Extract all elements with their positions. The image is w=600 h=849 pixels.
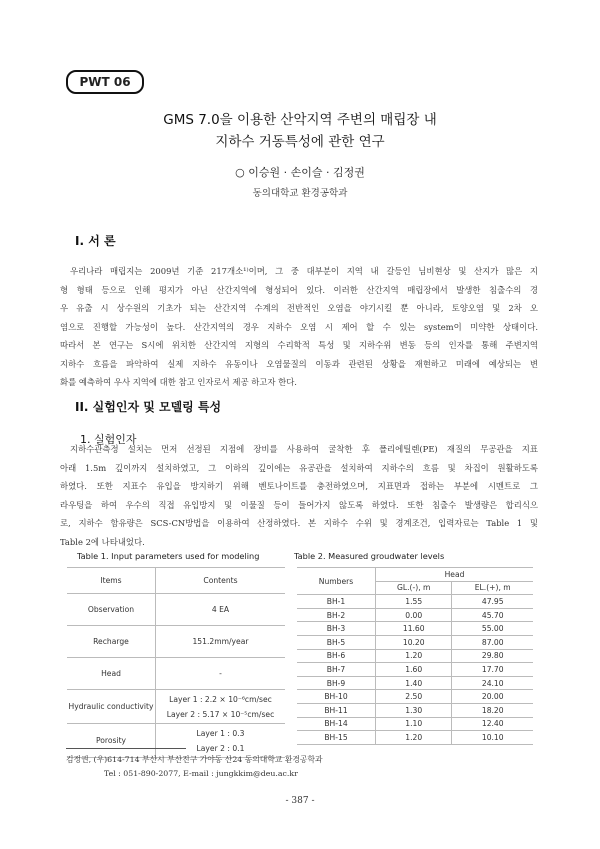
table1-contents-line: Layer 2 : 0.1	[196, 743, 245, 753]
table-row	[297, 635, 533, 649]
table2-caption: Table 2. Measured groudwater levels	[294, 551, 445, 561]
table1-item: Observation	[67, 594, 156, 626]
text-line: 아래 1.5m 깊이까지 설치하였고, 그 이하의 깊이에는 유공관을 설치하여 지하수의 흐름 및 차집이 원활하도록	[60, 462, 538, 473]
text-line: 따라서 본 연구는 S시에 위치한 산간지역 지형의 수리학적 특성 및 지하수위 변동 등의 인자를 통해 주변지역	[60, 340, 538, 350]
table1-item: Porosity	[67, 724, 156, 758]
gl-value: 10.20	[376, 635, 452, 649]
authors: ○ 이승원 · 손이슬 · 김정권	[235, 166, 365, 179]
table1-item: Hydraulic conductivity	[67, 690, 156, 724]
session-badge: PWT 06	[66, 70, 144, 94]
text-line: 형 형태 등으로 인해 평지가 아닌 산간지역에 형성되어 있다. 이러한 산간지역 매립장에서 발생한 침출수의 경	[60, 284, 538, 295]
table-row	[297, 663, 533, 677]
el-value: 47.95	[452, 595, 533, 609]
text-line: 로, 지하수 함유량은 SCS-CN방법을 이용하여 산정하였다. 본 지하수 수위 및 경계조건, 입력자료는 Table 1 및	[60, 518, 538, 528]
gl-value: 11.60	[376, 622, 452, 636]
gl-value: 1.20	[376, 649, 452, 663]
paper-title-line-2: 지하수 거동특성에 관한 연구	[215, 134, 385, 150]
table-row	[67, 690, 285, 724]
table1-header-items: Items	[67, 568, 156, 594]
page-number: - 387 -	[285, 796, 315, 806]
gl-value: 2.50	[376, 690, 452, 704]
table2-header-el: EL.(+), m	[452, 581, 533, 595]
text-line: 라우팅을 하여 우수의 직접 유입방지 및 이물질 등이 들어가지 않도록 하였다. 또한 침출수 발생량은 합리식으	[60, 499, 538, 510]
gl-value: 1.55	[376, 595, 452, 609]
table1-contents-line: Layer 1 : 2.2 × 10⁻⁶cm/sec	[169, 694, 272, 704]
section-heading-methods: II. 실험인자 및 모델링 특성	[75, 400, 222, 414]
el-value: 87.00	[452, 635, 533, 649]
bh-number: BH-14	[297, 717, 376, 731]
footnote-divider	[66, 748, 186, 749]
bh-number: BH-11	[297, 703, 376, 717]
bh-number: BH-7	[297, 663, 376, 677]
text-line: 우 유출 시 상수원의 기초가 되는 산간지역 수계의 전반적인 오염을 야기시킬 뿐 아니라, 토양오염 및 2차 오	[60, 303, 538, 313]
table1-caption: Table 1. Input parameters used for modeling	[77, 551, 260, 561]
gl-value: 1.60	[376, 663, 452, 677]
gl-value: 0.00	[376, 608, 452, 622]
table-row	[67, 626, 285, 658]
el-value: 18.20	[452, 703, 533, 717]
table1-item: Head	[67, 658, 156, 690]
text-line: 우리나라 매립지는 2009년 기준 217개소¹⁾이며, 그 중 대부분이 지역 내 갈등인 님비현상 및 산지가 많은 지	[70, 266, 538, 276]
table2-header-gl: GL.(-), m	[376, 581, 452, 595]
footnote-contact: Tel : 051-890-2077, E-mail : jungkkim@deu.ac.kr	[104, 769, 298, 778]
text-line: 하였다. 또한 지표수 유입을 방지하기 위해 벤토나이트를 충전하였으며, 지표면과 접하는 부분에 시멘트로 그	[60, 481, 538, 491]
bh-number: BH-1	[297, 595, 376, 609]
text-line: 염으로 진행할 가능성이 높다. 산간지역의 경우 지하수 오염 시 제어 할 수 있는 system이 미약한 상태이다.	[60, 321, 538, 332]
gl-value: 1.40	[376, 676, 452, 690]
table1-contents: 4 EA	[156, 594, 286, 626]
table1-contents: 151.2mm/year	[156, 626, 286, 658]
bh-number: BH-9	[297, 676, 376, 690]
el-value: 20.00	[452, 690, 533, 704]
table1-contents	[156, 690, 286, 724]
gl-value: 1.30	[376, 703, 452, 717]
el-value: 17.70	[452, 663, 533, 677]
introduction-paragraph	[60, 262, 538, 392]
footnote	[66, 753, 323, 781]
table-row	[297, 595, 533, 609]
el-value: 10.10	[452, 731, 533, 745]
el-value: 29.80	[452, 649, 533, 663]
table1-header-contents: Contents	[156, 568, 286, 594]
table-row	[67, 594, 285, 626]
bh-number: BH-15	[297, 731, 376, 745]
bh-number: BH-5	[297, 635, 376, 649]
section-heading-introduction: I. 서 론	[75, 234, 116, 248]
table-row	[297, 649, 533, 663]
table2-header-numbers: Numbers	[297, 568, 376, 595]
table-row	[297, 608, 533, 622]
el-value: 55.00	[452, 622, 533, 636]
text-line: 화를 예측하여 우사 지역에 대한 참고 인자로서 제공 하고자 한다.	[60, 377, 297, 387]
el-value: 24.10	[452, 676, 533, 690]
table1-item: Recharge	[67, 626, 156, 658]
gl-value: 1.20	[376, 731, 452, 745]
el-value: 12.40	[452, 717, 533, 731]
affiliation: 동의대학교 환경공학과	[252, 188, 348, 199]
table-row	[297, 731, 533, 745]
el-value: 45.70	[452, 608, 533, 622]
methods-paragraph	[60, 440, 538, 551]
text-line: Table 2에 나타내었다.	[60, 536, 145, 547]
groundwater-levels-table	[297, 567, 533, 745]
paper-title-line-1: GMS 7.0을 이용한 산악지역 주변의 매립장 내	[163, 112, 437, 128]
table-row	[297, 676, 533, 690]
bh-number: BH-3	[297, 622, 376, 636]
table1-contents-line: Layer 1 : 0.3	[196, 728, 245, 738]
table-row	[297, 690, 533, 704]
table-row	[297, 717, 533, 731]
bh-number: BH-2	[297, 608, 376, 622]
table-row	[297, 622, 533, 636]
table-row	[297, 703, 533, 717]
text-line: 지하수 흐름을 파악하여 실제 지하수 유동이나 오염물질의 이동과 관련된 상황을 재현하고 미래에 예상되는 변	[60, 358, 538, 369]
bh-number: BH-10	[297, 690, 376, 704]
table-row	[67, 658, 285, 690]
subsection-heading-parameters: 1. 실험인자	[80, 433, 137, 446]
text-line: 지하수관측정 설치는 먼저 선정된 지점에 장비를 사용하여 굴착한 후 폴리에틸렌(PE) 재질의 무공관을 지표	[70, 444, 538, 454]
table1-contents: -	[156, 658, 286, 690]
table1-contents-line: Layer 2 : 5.17 × 10⁻⁵cm/sec	[166, 709, 275, 719]
footnote-address: 김정권, (우)614-714 부산시 부산진구 가야동 산24 동의대학교 환경공학과	[66, 755, 323, 764]
input-parameters-table	[67, 567, 285, 758]
bh-number: BH-6	[297, 649, 376, 663]
gl-value: 1.10	[376, 717, 452, 731]
table2-header-head: Head	[376, 568, 534, 582]
